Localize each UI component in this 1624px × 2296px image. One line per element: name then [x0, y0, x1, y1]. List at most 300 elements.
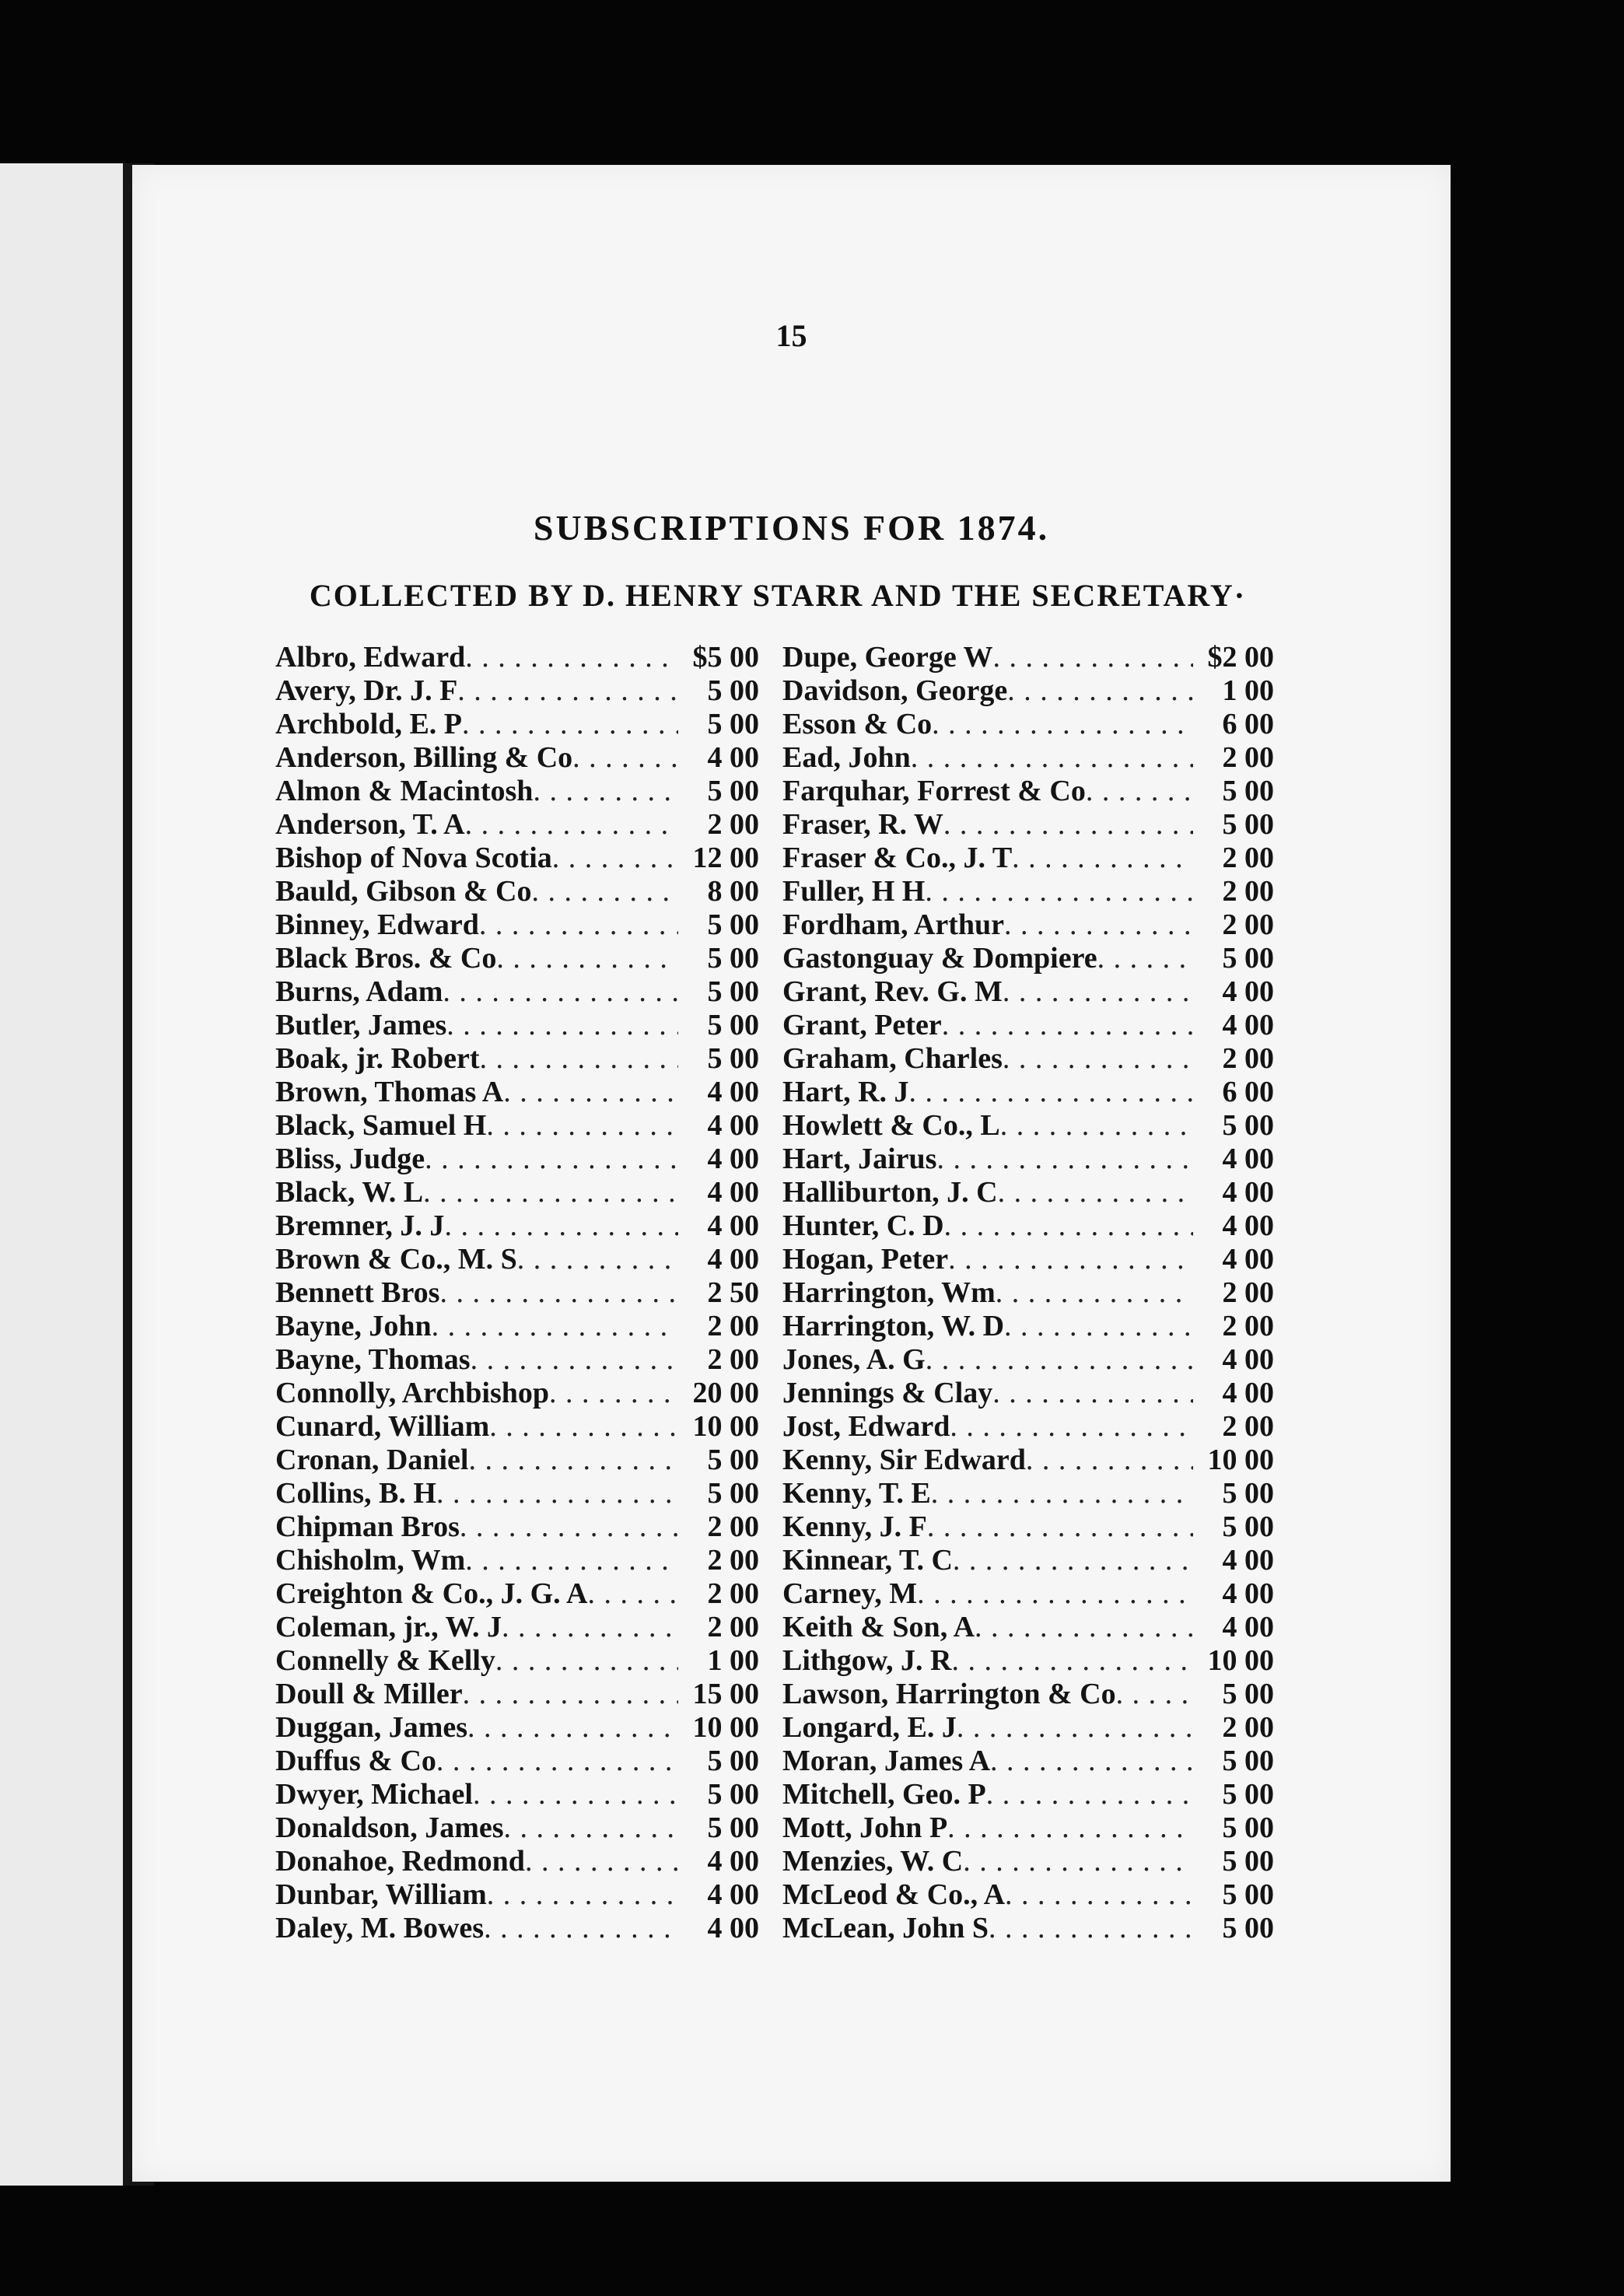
subscription-entry — [782, 1243, 1274, 1276]
dot-leader — [917, 1577, 1193, 1611]
subscription-amount: 4 00 — [707, 1076, 759, 1108]
subscription-entry — [782, 1209, 1274, 1243]
dot-leader — [957, 1711, 1193, 1745]
subscription-entry — [782, 1611, 1274, 1644]
subscriber-name: Halliburton, J. C — [782, 1176, 998, 1209]
subscription-amount: 5 00 — [707, 975, 759, 1008]
dot-leader — [425, 1143, 678, 1176]
subscription-entry — [275, 1510, 759, 1544]
dot-leader — [495, 1644, 678, 1678]
subscription-list-right — [782, 641, 1274, 1945]
subscriber-name: Duggan, James — [275, 1711, 468, 1744]
subscriber-name: Bremner, J. J — [275, 1209, 445, 1242]
subscription-amount: 8 00 — [707, 875, 759, 908]
subscriber-name: Black, Samuel H — [275, 1109, 487, 1142]
dot-leader — [943, 808, 1193, 842]
subscription-amount: 5 00 — [1222, 1778, 1274, 1811]
subscription-entry — [275, 1009, 759, 1042]
subscriber-name: Grant, Rev. G. M — [782, 975, 1003, 1008]
subscription-amount: 4 00 — [1222, 1243, 1274, 1276]
dot-leader — [531, 875, 678, 908]
dot-leader — [927, 1510, 1193, 1544]
subscriber-name: Dunbar, William — [275, 1878, 487, 1911]
subscription-entry — [782, 1912, 1274, 1945]
subscription-entry — [275, 1577, 759, 1611]
subscriber-name: Carney, M — [782, 1577, 918, 1610]
subscription-amount: 5 00 — [1222, 775, 1274, 807]
dot-leader — [951, 1644, 1193, 1678]
subscription-amount: 4 00 — [1222, 1577, 1274, 1610]
subscriber-name: Menzies, W. C — [782, 1845, 964, 1878]
dot-leader — [484, 1912, 678, 1945]
subscription-amount: 5 00 — [1222, 1678, 1274, 1710]
subscriber-name: Lithgow, J. R — [782, 1644, 952, 1677]
subscriber-name: Brown, Thomas A — [275, 1076, 504, 1108]
subscription-entry — [782, 842, 1274, 875]
subscription-entry — [275, 741, 759, 775]
subscription-amount: 5 00 — [707, 1811, 759, 1844]
subscription-amount: 5 00 — [1222, 1745, 1274, 1777]
subscription-amount: 10 00 — [692, 1410, 759, 1443]
subscription-amount: 4 00 — [1222, 1544, 1274, 1577]
subscription-amount: 5 00 — [1222, 1878, 1274, 1911]
subscriber-name: Black, W. L — [275, 1176, 424, 1209]
subscription-entry — [782, 1176, 1274, 1209]
dot-leader — [936, 1143, 1193, 1176]
subscription-amount: 4 00 — [707, 1176, 759, 1209]
subscription-amount: 5 00 — [1222, 1811, 1274, 1844]
dot-leader — [944, 1209, 1193, 1243]
subscription-amount: $5 00 — [692, 641, 759, 674]
subscription-amount: 5 00 — [707, 908, 759, 941]
subscription-entry — [782, 1009, 1274, 1042]
dot-leader — [460, 1510, 678, 1544]
dot-leader — [989, 1912, 1193, 1945]
dot-leader — [436, 1477, 678, 1510]
dot-leader — [479, 908, 678, 942]
subscription-entry — [782, 641, 1274, 674]
dot-leader — [932, 708, 1193, 741]
subscriber-name: Hunter, C. D — [782, 1209, 944, 1242]
subscription-entry — [782, 1544, 1274, 1577]
subscription-entry — [782, 1076, 1274, 1109]
subscriber-name: Duffus & Co — [275, 1745, 436, 1777]
facing-page-edge — [0, 163, 125, 2186]
subscriber-name: Doull & Miller — [275, 1678, 463, 1710]
dot-leader — [465, 808, 678, 842]
subscription-amount: 2 00 — [707, 1510, 759, 1543]
subscription-amount: $2 00 — [1207, 641, 1274, 674]
subscription-entry — [275, 708, 759, 741]
subscription-entry — [782, 875, 1274, 908]
dot-leader — [996, 1276, 1193, 1310]
subscriber-name: Almon & Macintosh — [275, 775, 534, 807]
dot-leader — [1026, 1444, 1193, 1477]
dot-leader — [1003, 975, 1193, 1009]
subscription-amount: 4 00 — [1222, 1009, 1274, 1041]
dot-leader — [950, 1410, 1193, 1444]
subscription-entry — [782, 1678, 1274, 1711]
subscription-entry — [275, 1176, 759, 1209]
subscriber-name: Donaldson, James — [275, 1811, 504, 1844]
subscription-entry — [275, 1209, 759, 1243]
dot-leader — [1004, 1310, 1193, 1343]
dot-leader — [998, 1176, 1193, 1209]
subscription-amount: 2 00 — [1222, 1042, 1274, 1075]
subscription-entry — [275, 1912, 759, 1945]
subscriber-name: Cunard, William — [275, 1410, 490, 1443]
dot-leader — [504, 1811, 679, 1845]
subscription-entry — [275, 1143, 759, 1176]
dot-leader — [489, 1410, 678, 1444]
subscription-entry — [782, 741, 1274, 775]
dot-leader — [443, 975, 678, 1009]
subscription-entry — [275, 1611, 759, 1644]
dot-leader — [444, 1209, 678, 1243]
dot-leader — [1000, 1109, 1193, 1143]
subscription-entry — [275, 1811, 759, 1845]
dot-leader — [1003, 1042, 1193, 1076]
dot-leader — [925, 875, 1193, 908]
subscription-entry — [782, 1711, 1274, 1745]
subscription-entry — [275, 1243, 759, 1276]
subscription-amount: 4 00 — [1222, 1143, 1274, 1175]
subscription-amount: 5 00 — [707, 674, 759, 707]
subscriber-name: Davidson, George — [782, 674, 1008, 707]
dot-leader — [471, 1343, 678, 1377]
subscriber-name: Fraser, R. W — [782, 808, 943, 841]
subscription-entry — [275, 1644, 759, 1678]
subscription-entry — [782, 1811, 1274, 1845]
subscription-entry — [782, 1410, 1274, 1444]
subscription-entry — [782, 1878, 1274, 1912]
subscription-amount: 4 00 — [707, 1109, 759, 1142]
subscription-amount: 2 00 — [707, 1310, 759, 1342]
subscriber-name: Dupe, George W — [782, 641, 993, 674]
subscriber-name: Hart, Jairus — [782, 1143, 937, 1175]
dot-leader — [993, 641, 1193, 674]
subscription-entry — [275, 1845, 759, 1878]
subscription-amount: 4 00 — [707, 741, 759, 774]
dot-leader — [549, 1377, 678, 1410]
subscriber-name: Dwyer, Michael — [275, 1778, 473, 1811]
dot-leader — [990, 1745, 1193, 1778]
subscription-entry — [275, 1276, 759, 1310]
subscription-entry — [782, 708, 1274, 741]
dot-leader — [986, 1778, 1193, 1811]
subscription-amount: 4 00 — [707, 1845, 759, 1878]
subscription-amount: 5 00 — [707, 942, 759, 975]
dot-leader — [517, 1243, 678, 1276]
subscriber-name: Kenny, Sir Edward — [782, 1444, 1026, 1476]
subscriber-name: Ead, John — [782, 741, 911, 774]
subscription-entry — [275, 1343, 759, 1377]
subscription-entry — [275, 942, 759, 975]
subscription-amount: 2 00 — [707, 1343, 759, 1376]
subscription-entry — [275, 1477, 759, 1510]
document-page — [132, 165, 1451, 2182]
subscription-amount: 5 00 — [1222, 1845, 1274, 1878]
subscription-entry — [275, 1544, 759, 1577]
subscriber-name: Bennett Bros — [275, 1276, 440, 1309]
subscriber-name: Daley, M. Bowes — [275, 1912, 485, 1944]
subscriber-name: Harrington, W. D — [782, 1310, 1005, 1342]
subscription-entry — [275, 641, 759, 674]
subscription-entry — [275, 842, 759, 875]
subscription-amount: 5 00 — [707, 1477, 759, 1510]
subscription-entry — [782, 1109, 1274, 1143]
subscription-entry — [275, 1745, 759, 1778]
subscriber-name: Fuller, H H — [782, 875, 926, 908]
subscriber-name: Esson & Co — [782, 708, 933, 740]
subscriber-name: Keith & Son, A — [782, 1611, 975, 1643]
subscription-entry — [782, 674, 1274, 708]
subscriber-name: Bayne, John — [275, 1310, 432, 1342]
subscription-amount: 2 00 — [707, 1611, 759, 1643]
subscription-amount: 5 00 — [1222, 1109, 1274, 1142]
subscription-amount: 2 00 — [707, 1544, 759, 1577]
dot-leader — [465, 641, 678, 674]
subscriber-name: Jennings & Clay — [782, 1377, 993, 1409]
subscription-entry — [782, 1377, 1274, 1410]
dot-leader — [525, 1845, 678, 1878]
dot-leader — [572, 741, 678, 775]
subscriber-name: Fraser & Co., J. T — [782, 842, 1013, 874]
subscriber-name: Fordham, Arthur — [782, 908, 1004, 941]
subscriber-name: Gastonguay & Dompiere — [782, 942, 1097, 975]
subscription-amount: 2 00 — [1222, 1310, 1274, 1342]
dot-leader — [1097, 942, 1193, 975]
subscriber-name: Kenny, T. E — [782, 1477, 931, 1510]
dot-leader — [496, 942, 678, 975]
dot-leader — [963, 1845, 1193, 1878]
dot-leader — [503, 1076, 678, 1109]
subscriber-name: Archbold, E. P — [275, 708, 463, 740]
subscriber-name: Bayne, Thomas — [275, 1343, 471, 1376]
dot-leader — [953, 1544, 1193, 1577]
subscription-amount: 5 00 — [707, 1778, 759, 1811]
dot-leader — [975, 1611, 1193, 1644]
subscriber-name: Coleman, jr., W. J — [275, 1611, 502, 1643]
dot-leader — [436, 1745, 678, 1778]
subscriber-name: Howlett & Co., L — [782, 1109, 1000, 1142]
subscription-entry — [782, 1577, 1274, 1611]
subscription-amount: 4 00 — [1222, 1176, 1274, 1209]
subscription-entry — [275, 875, 759, 908]
page-subtitle: COLLECTED BY D. HENRY STARR AND THE SECRETARY· — [309, 578, 1247, 613]
subscription-amount: 4 00 — [1222, 1209, 1274, 1242]
subscription-entry — [782, 1310, 1274, 1343]
subscription-entry — [275, 808, 759, 842]
subscriber-name: Hogan, Peter — [782, 1243, 949, 1276]
subscription-amount: 10 00 — [1207, 1644, 1274, 1677]
subscriber-name: Moran, James A — [782, 1745, 991, 1777]
subscriber-name: Connelly & Kelly — [275, 1644, 495, 1677]
subscription-amount: 10 00 — [692, 1711, 759, 1744]
dot-leader — [1116, 1678, 1193, 1711]
subscriber-name: McLeod & Co., A — [782, 1878, 1006, 1911]
subscriber-name: Black Bros. & Co — [275, 942, 497, 975]
subscription-amount: 5 00 — [707, 1745, 759, 1777]
subscription-entry — [275, 1109, 759, 1143]
subscription-amount: 5 00 — [707, 708, 759, 740]
subscriber-name: Bishop of Nova Scotia — [275, 842, 552, 874]
subscriber-name: Anderson, Billing & Co — [275, 741, 573, 774]
dot-leader — [552, 842, 678, 875]
subscription-entry — [275, 1778, 759, 1811]
subscriber-name: Brown & Co., M. S — [275, 1243, 517, 1276]
subscriber-name: Kinnear, T. C — [782, 1544, 953, 1577]
subscription-amount: 5 00 — [1222, 808, 1274, 841]
dot-leader — [457, 674, 678, 708]
dot-leader — [423, 1176, 678, 1209]
dot-leader — [439, 1276, 678, 1310]
dot-leader — [931, 1477, 1193, 1510]
subscriber-name: Cronan, Daniel — [275, 1444, 469, 1476]
subscription-entry — [782, 1745, 1274, 1778]
subscription-amount: 5 00 — [1222, 1510, 1274, 1543]
subscriber-name: McLean, John S — [782, 1912, 989, 1944]
subscriber-name: Grant, Peter — [782, 1009, 942, 1041]
subscription-entry — [782, 975, 1274, 1009]
subscription-entry — [782, 1477, 1274, 1510]
subscription-amount: 5 00 — [707, 1009, 759, 1041]
subscription-list-left — [275, 641, 759, 1945]
subscription-entry — [782, 1276, 1274, 1310]
dot-leader — [446, 1009, 678, 1042]
subscription-entry — [782, 808, 1274, 842]
subscription-amount: 2 00 — [1222, 842, 1274, 874]
subscription-amount: 2 00 — [1222, 875, 1274, 908]
subscription-amount: 5 00 — [1222, 942, 1274, 975]
subscription-amount: 4 00 — [707, 1143, 759, 1175]
subscription-entry — [275, 1444, 759, 1477]
dot-leader — [467, 1711, 678, 1745]
dot-leader — [947, 1811, 1193, 1845]
subscription-amount: 4 00 — [707, 1878, 759, 1911]
subscription-amount: 2 00 — [1222, 1410, 1274, 1443]
dot-leader — [1004, 908, 1193, 942]
subscriber-name: Donahoe, Redmond — [275, 1845, 525, 1878]
subscription-amount: 2 00 — [1222, 1711, 1274, 1744]
subscription-entry — [782, 1778, 1274, 1811]
subscription-amount: 5 00 — [707, 1042, 759, 1075]
dot-leader — [486, 1109, 678, 1143]
dot-leader — [463, 1678, 678, 1711]
subscription-entry — [782, 1845, 1274, 1878]
dot-leader — [948, 1243, 1193, 1276]
subscription-amount: 4 00 — [707, 1912, 759, 1944]
subscription-entry — [782, 1343, 1274, 1377]
subscriber-name: Albro, Edward — [275, 641, 466, 674]
dot-leader — [432, 1310, 678, 1343]
subscription-amount: 5 00 — [707, 1444, 759, 1476]
subscription-entry — [782, 1042, 1274, 1076]
subscriber-name: Anderson, T. A — [275, 808, 465, 841]
subscription-entry — [275, 1042, 759, 1076]
subscription-entry — [275, 1410, 759, 1444]
dot-leader — [468, 1444, 678, 1477]
subscriber-name: Longard, E. J — [782, 1711, 957, 1744]
subscription-amount: 6 00 — [1222, 708, 1274, 740]
page-title: SUBSCRIPTIONS FOR 1874. — [533, 508, 1050, 548]
subscription-entry — [275, 1711, 759, 1745]
dot-leader — [942, 1009, 1193, 1042]
subscription-amount: 5 00 — [1222, 1477, 1274, 1510]
subscriber-name: Boak, jr. Robert — [275, 1042, 480, 1075]
dot-leader — [473, 1778, 678, 1811]
dot-leader — [462, 708, 678, 741]
subscription-amount: 4 00 — [707, 1209, 759, 1242]
subscription-amount: 4 00 — [707, 1243, 759, 1276]
subscription-entry — [782, 908, 1274, 942]
dot-leader — [1007, 674, 1193, 708]
subscription-amount: 4 00 — [1222, 1343, 1274, 1376]
subscription-entry — [275, 975, 759, 1009]
subscription-entry — [275, 1878, 759, 1912]
subscription-amount: 2 00 — [1222, 741, 1274, 774]
subscriber-name: Mott, John P — [782, 1811, 948, 1844]
subscription-amount: 1 00 — [707, 1644, 759, 1677]
subscription-amount: 12 00 — [692, 842, 759, 874]
subscription-amount: 5 00 — [707, 775, 759, 807]
subscriber-name: Collins, B. H — [275, 1477, 436, 1510]
dot-leader — [909, 1076, 1193, 1109]
subscriber-name: Mitchell, Geo. P — [782, 1778, 986, 1811]
subscription-entry — [275, 1076, 759, 1109]
subscription-amount: 10 00 — [1207, 1444, 1274, 1476]
subscriber-name: Harrington, Wm — [782, 1276, 996, 1309]
subscription-amount: 2 00 — [707, 808, 759, 841]
dot-leader — [533, 775, 678, 808]
dot-leader — [479, 1042, 678, 1076]
subscriber-name: Binney, Edward — [275, 908, 479, 941]
subscriber-name: Avery, Dr. J. F — [275, 674, 458, 707]
subscriber-name: Hart, R. J — [782, 1076, 909, 1108]
subscriber-name: Farquhar, Forrest & Co — [782, 775, 1086, 807]
subscriber-name: Connolly, Archbishop — [275, 1377, 550, 1409]
subscription-amount: 2 00 — [1222, 908, 1274, 941]
subscription-entry — [275, 1377, 759, 1410]
subscription-amount: 6 00 — [1222, 1076, 1274, 1108]
subscriber-name: Burns, Adam — [275, 975, 443, 1008]
subscriber-name: Chisholm, Wm — [275, 1544, 466, 1577]
subscription-entry — [782, 1510, 1274, 1544]
subscription-entry — [275, 908, 759, 942]
subscriber-name: Creighton & Co., J. G. A — [275, 1577, 588, 1610]
dot-leader — [465, 1544, 678, 1577]
subscriber-name: Bauld, Gibson & Co — [275, 875, 532, 908]
subscription-amount: 2 50 — [707, 1276, 759, 1309]
subscriber-name: Kenny, J. F — [782, 1510, 927, 1543]
subscription-entry — [782, 942, 1274, 975]
subscriber-name: Butler, James — [275, 1009, 447, 1041]
subscription-amount: 4 00 — [1222, 975, 1274, 1008]
subscription-entry — [782, 1644, 1274, 1678]
dot-leader — [487, 1878, 678, 1912]
subscription-amount: 20 00 — [692, 1377, 759, 1409]
subscriber-name: Lawson, Harrington & Co — [782, 1678, 1116, 1710]
dot-leader — [992, 1377, 1193, 1410]
subscription-amount: 2 00 — [1222, 1276, 1274, 1309]
subscription-amount: 15 00 — [692, 1678, 759, 1710]
subscriber-name: Graham, Charles — [782, 1042, 1003, 1075]
dot-leader — [587, 1577, 678, 1611]
dot-leader — [1012, 842, 1193, 875]
subscription-entry — [782, 775, 1274, 808]
subscription-entry — [275, 1310, 759, 1343]
subscriber-name: Jones, A. G — [782, 1343, 926, 1376]
